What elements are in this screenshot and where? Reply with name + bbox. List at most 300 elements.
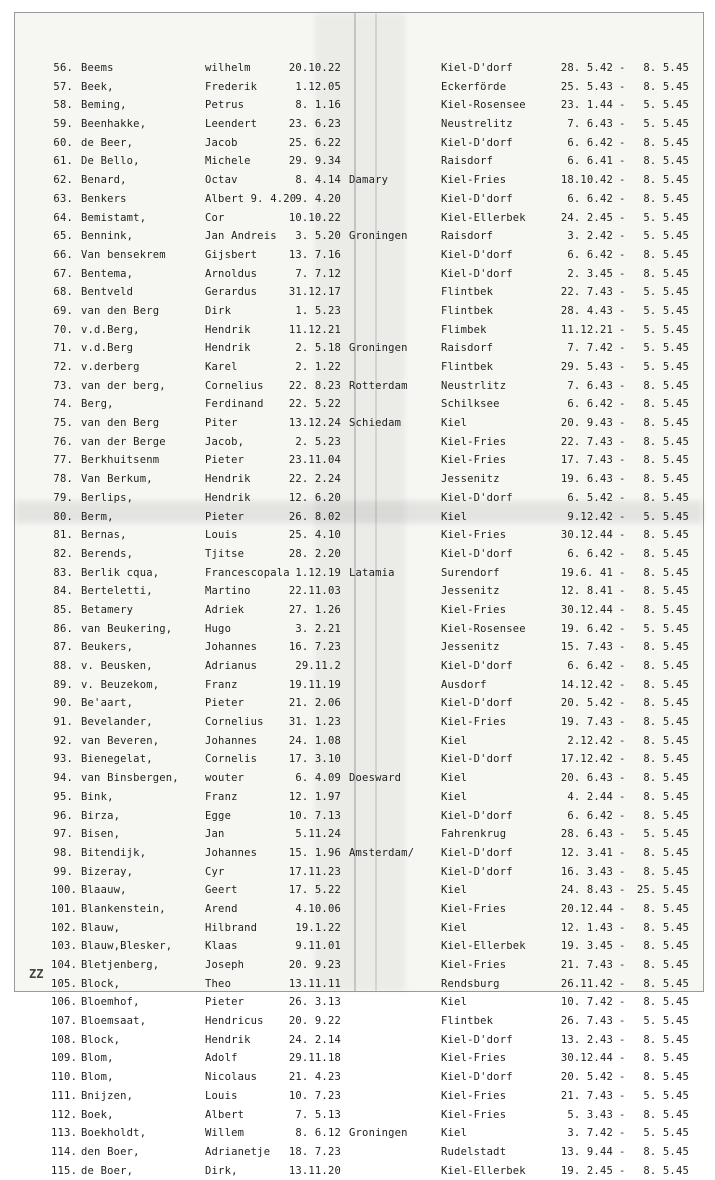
list-row [15, 283, 703, 302]
date-from: 9.12.42 [567, 510, 613, 523]
date-separator: - [619, 99, 626, 112]
camp-location: Kiel-D'dorf [441, 136, 513, 149]
surname: Berkhuitsenm [81, 454, 160, 467]
surname: van Beveren, [81, 734, 160, 747]
list-row [15, 919, 703, 938]
first-name: Hilbrand [205, 921, 258, 934]
list-row [15, 750, 703, 769]
entry-number: 70. [53, 323, 73, 336]
date-from: 12. 8.41 [560, 585, 613, 598]
entry-number: 82. [53, 547, 73, 560]
first-name: Hendrik [205, 342, 251, 355]
date-from: 2.12.42 [567, 734, 613, 747]
entry-number: 61. [53, 155, 73, 168]
date-from: 6. 6.42 [567, 136, 613, 149]
camp-location: Kiel-D'dorf [441, 753, 513, 766]
date-to: 5. 5.45 [643, 286, 689, 299]
entry-number: 78. [53, 473, 73, 486]
entry-number: 60. [53, 136, 73, 149]
first-name: Arnoldus [205, 267, 258, 280]
surname: Bletjenberg, [81, 959, 160, 971]
date-separator: - [619, 996, 626, 1009]
date-separator: - [619, 566, 626, 579]
date-to: 8. 5.45 [643, 491, 689, 504]
entry-number: 63. [53, 192, 73, 205]
date-from: 6. 6.42 [567, 547, 613, 560]
entry-number: 68. [53, 286, 73, 299]
first-name: Hendrik [205, 491, 251, 504]
date-to: 5. 5.45 [643, 1015, 689, 1028]
birth-date: 27. 1.26 [288, 603, 341, 616]
list-row [15, 96, 703, 115]
first-name: Louis [205, 1089, 238, 1102]
date-from: 5. 3.43 [567, 1108, 613, 1121]
date-to: 8. 5.45 [643, 585, 689, 598]
entry-number: 89. [53, 678, 73, 691]
entry-number: 85. [53, 603, 73, 616]
entry-number: 90. [53, 697, 73, 710]
birth-place: Groningen [349, 230, 408, 243]
birth-date: 12. 1.97 [288, 790, 341, 803]
date-separator: - [619, 435, 626, 448]
entry-number: 58. [53, 99, 73, 112]
list-row [15, 190, 703, 209]
birth-date: 25. 6.22 [288, 136, 341, 149]
surname: Van bensekrem [81, 248, 166, 261]
birth-date: 10.10.22 [288, 211, 341, 224]
birth-place: Schiedam [349, 417, 402, 430]
birth-date: 20. 9.22 [288, 1015, 341, 1028]
first-name: Pieter [205, 510, 245, 523]
list-row [15, 377, 703, 396]
surname: Bloemsaat, [81, 1015, 147, 1028]
entry-number: 65. [53, 230, 73, 243]
camp-location: Kiel [441, 417, 468, 430]
date-from: 10. 7.42 [560, 996, 613, 1009]
camp-location: Flintbek [441, 1015, 494, 1028]
first-name: Adrianus [205, 660, 258, 672]
camp-location: Neustrlitz [441, 379, 507, 392]
surname: van der Berge [81, 435, 166, 448]
birth-date: 22. 2.24 [288, 473, 341, 486]
date-to: 8. 5.45 [643, 678, 689, 691]
date-separator: - [619, 286, 626, 299]
list-row [15, 993, 703, 1012]
birth-date: 19.1.22 [295, 921, 341, 934]
birth-place: Amsterdam/ [349, 846, 415, 859]
date-to: 8. 5.45 [643, 473, 689, 486]
camp-location: Jessenitz [441, 585, 500, 598]
first-name: Cornelis [205, 753, 258, 766]
first-name: Albert 9. 4.20 [205, 192, 297, 205]
entry-number: 109. [51, 1052, 78, 1065]
camp-location: Jessenitz [441, 473, 500, 486]
date-separator: - [619, 734, 626, 747]
camp-location: Kiel-Fries [441, 603, 507, 616]
entry-number: 83. [53, 566, 73, 579]
list-row [15, 78, 703, 97]
date-to: 8. 5.45 [643, 959, 689, 971]
date-separator: - [619, 865, 626, 878]
date-separator: - [619, 622, 626, 635]
entry-number: 106. [51, 996, 78, 1009]
list-row [15, 1012, 703, 1031]
entry-number: 92. [53, 734, 73, 747]
first-name: Jacob [205, 136, 238, 149]
surname: Beems [81, 62, 114, 74]
surname: Bentema, [81, 267, 134, 280]
list-row [15, 59, 703, 78]
date-separator: - [619, 1164, 626, 1177]
entry-number: 86. [53, 622, 73, 635]
date-to: 8. 5.45 [643, 697, 689, 710]
date-to: 5. 5.45 [643, 510, 689, 523]
date-from: 6. 6.42 [567, 809, 613, 822]
date-from: 21. 7.43 [560, 1089, 613, 1102]
surname: Beukers, [81, 641, 134, 654]
first-name: Hendrik [205, 323, 251, 336]
camp-location: Fahrenkrug [441, 828, 507, 841]
entry-number: 80. [53, 510, 73, 523]
first-name: Hendrik [205, 473, 251, 486]
date-separator: - [619, 809, 626, 822]
birth-date: 8. 6.12 [295, 1127, 341, 1140]
birth-date: 18. 7.23 [288, 1145, 341, 1158]
list-row [15, 1049, 703, 1068]
date-to: 8. 5.45 [643, 155, 689, 168]
camp-location: Kiel-D'dorf [441, 1033, 513, 1046]
date-from: 19. 3.45 [560, 940, 613, 953]
date-to: 5. 5.45 [643, 323, 689, 336]
first-name: Theo [205, 977, 232, 990]
date-to: 8. 5.45 [643, 902, 689, 915]
date-to: 8. 5.45 [643, 716, 689, 729]
list-row [15, 732, 703, 751]
date-separator: - [619, 1089, 626, 1102]
date-to: 8. 5.45 [643, 1071, 689, 1084]
date-from: 16. 3.43 [560, 865, 613, 878]
list-row [15, 638, 703, 657]
first-name: Adolf [205, 1052, 238, 1065]
list-row [15, 788, 703, 807]
birth-date: 7. 7.12 [295, 267, 341, 280]
date-to: 8. 5.45 [643, 865, 689, 878]
date-to: 8. 5.45 [643, 921, 689, 934]
date-separator: - [619, 1145, 626, 1158]
date-from: 20. 9.43 [560, 417, 613, 430]
entry-number: 62. [53, 174, 73, 187]
date-to: 8. 5.45 [643, 641, 689, 654]
list-row [15, 414, 703, 433]
date-separator: - [619, 80, 626, 93]
first-name: Albert [205, 1108, 245, 1121]
camp-location: Kiel-D'dorf [441, 491, 513, 504]
date-to: 5. 5.45 [643, 118, 689, 131]
camp-location: Kiel-D'dorf [441, 192, 513, 205]
birth-date: 22. 8.23 [288, 379, 341, 392]
camp-location: Kiel-Fries [441, 1089, 507, 1102]
date-from: 3. 2.42 [567, 230, 613, 243]
date-from: 25. 5.43 [560, 80, 613, 93]
date-to: 8. 5.45 [643, 192, 689, 205]
birth-date: 17. 5.22 [288, 884, 341, 897]
birth-date: 24. 2.14 [288, 1033, 341, 1046]
date-from: 26.11.42 [560, 977, 613, 990]
birth-date: 10. 7.13 [288, 809, 341, 822]
entry-number: 105. [51, 977, 78, 990]
first-name: Pieter [205, 697, 245, 710]
date-from: 17.12.42 [560, 753, 613, 766]
list-row [15, 227, 703, 246]
list-row [15, 620, 703, 639]
surname: Bernas, [81, 529, 127, 542]
date-separator: - [619, 379, 626, 392]
camp-location: Surendorf [441, 566, 500, 579]
date-separator: - [619, 510, 626, 523]
camp-location: Ausdorf [441, 678, 487, 691]
birth-date: 25. 4.10 [288, 529, 341, 542]
surname: Bentveld [81, 286, 134, 299]
surname: v. Beusken, [81, 660, 153, 672]
surname: Beenhakke, [81, 118, 147, 131]
date-to: 8. 5.45 [643, 1033, 689, 1046]
date-from: 12. 1.43 [560, 921, 613, 934]
date-separator: - [619, 491, 626, 504]
date-separator: - [619, 417, 626, 430]
date-to: 8. 5.45 [643, 1164, 689, 1177]
camp-location: Kiel [441, 921, 468, 934]
birth-date: 12. 6.20 [288, 491, 341, 504]
camp-location: Kiel-Fries [441, 174, 507, 187]
surname: van den Berg [81, 417, 160, 430]
date-from: 6. 6.42 [567, 398, 613, 411]
list-row [15, 1106, 703, 1125]
date-separator: - [619, 846, 626, 859]
birth-date: 19.11.19 [288, 678, 341, 691]
first-name: Joseph [205, 959, 245, 971]
surname: Boek, [81, 1108, 114, 1121]
name-list [15, 59, 703, 1180]
entry-number: 113. [51, 1127, 78, 1140]
list-row [15, 246, 703, 265]
camp-location: Kiel [441, 734, 468, 747]
date-to: 8. 5.45 [643, 529, 689, 542]
date-separator: - [619, 454, 626, 467]
date-from: 22. 7.43 [560, 286, 613, 299]
birth-place: Latamia [349, 566, 395, 579]
first-name: Francescopala [205, 566, 290, 579]
list-row [15, 451, 703, 470]
camp-location: Kiel [441, 772, 468, 785]
list-row [15, 881, 703, 900]
list-row [15, 134, 703, 153]
date-from: 28. 6.43 [560, 828, 613, 841]
first-name: Gerardus [205, 286, 258, 299]
surname: de Beer, [81, 136, 134, 149]
entry-number: 69. [53, 304, 73, 317]
surname: Berteletti, [81, 585, 153, 598]
camp-location: Kiel [441, 1127, 468, 1140]
birth-date: 3. 5.20 [295, 230, 341, 243]
entry-number: 110. [51, 1071, 78, 1084]
date-separator: - [619, 716, 626, 729]
camp-location: Kiel-D'dorf [441, 697, 513, 710]
list-row [15, 1087, 703, 1106]
birth-date: 20.10.22 [288, 62, 341, 74]
camp-location: Kiel-D'dorf [441, 547, 513, 560]
date-to: 8. 5.45 [643, 809, 689, 822]
camp-location: Jessenitz [441, 641, 500, 654]
surname: Bennink, [81, 230, 134, 243]
date-to: 8. 5.45 [643, 790, 689, 803]
camp-location: Kiel-D'dorf [441, 248, 513, 261]
surname: Betamery [81, 603, 134, 616]
birth-date: 20. 9.23 [288, 959, 341, 971]
list-row [15, 956, 703, 975]
camp-location: Neustrelitz [441, 118, 513, 131]
date-separator: - [619, 1015, 626, 1028]
date-to: 5. 5.45 [643, 99, 689, 112]
date-to: 5. 5.45 [643, 361, 689, 373]
date-from: 24. 8.43 [560, 884, 613, 897]
camp-location: Rudelstadt [441, 1145, 507, 1158]
surname: Berlik cqua, [81, 566, 160, 579]
surname: van Binsbergen, [81, 772, 179, 785]
surname: Bitendijk, [81, 846, 147, 859]
date-from: 13. 9.44 [560, 1145, 613, 1158]
birth-date: 3. 2.21 [295, 622, 341, 635]
list-row [15, 209, 703, 228]
date-from: 20. 6.43 [560, 772, 613, 785]
camp-location: Kiel-D'dorf [441, 267, 513, 280]
surname: Block, [81, 977, 121, 990]
date-to: 8. 5.45 [643, 772, 689, 785]
date-to: 8. 5.45 [643, 660, 689, 672]
date-from: 19. 2.45 [560, 1164, 613, 1177]
date-to: 5. 5.45 [643, 1127, 689, 1140]
date-to: 8. 5.45 [643, 62, 689, 74]
camp-location: Kiel-D'dorf [441, 62, 513, 74]
birth-place: Groningen [349, 342, 408, 355]
list-row [15, 171, 703, 190]
entry-number: 91. [53, 716, 73, 729]
surname: Blom, [81, 1071, 114, 1084]
date-separator: - [619, 118, 626, 131]
camp-location: Flintbek [441, 286, 494, 299]
list-row [15, 265, 703, 284]
date-from: 23. 1.44 [560, 99, 613, 112]
date-to: 5. 5.45 [643, 342, 689, 355]
birth-date: 29.11.2 [295, 660, 341, 672]
camp-location: Kiel-D'dorf [441, 1071, 513, 1084]
birth-date: 13.12.24 [288, 417, 341, 430]
date-from: 7. 7.42 [567, 342, 613, 355]
entry-number: 75. [53, 417, 73, 430]
first-name: wouter [205, 772, 245, 785]
birth-date: 1.12.05 [295, 80, 341, 93]
date-to: 8. 5.45 [643, 566, 689, 579]
surname: de Boer, [81, 1164, 134, 1177]
camp-location: Kiel-Rosensee [441, 622, 526, 635]
first-name: Johannes [205, 641, 258, 654]
birth-date: 29. 9.34 [288, 155, 341, 168]
date-to: 8. 5.45 [643, 846, 689, 859]
entry-number: 87. [53, 641, 73, 654]
document-page [14, 12, 704, 1177]
date-separator: - [619, 342, 626, 355]
list-row [15, 433, 703, 452]
date-separator: - [619, 1052, 626, 1065]
entry-number: 79. [53, 491, 73, 504]
surname: v.derberg [81, 361, 140, 373]
date-to: 8. 5.45 [643, 734, 689, 747]
date-separator: - [619, 1108, 626, 1121]
birth-date: 31. 1.23 [288, 716, 341, 729]
first-name: Nicolaus [205, 1071, 258, 1084]
date-separator: - [619, 473, 626, 486]
date-separator: - [619, 884, 626, 897]
first-name: Octav [205, 174, 238, 187]
list-row [15, 657, 703, 676]
birth-date: 17.11.23 [288, 865, 341, 878]
first-name: Hendricus [205, 1015, 264, 1028]
camp-location: Kiel-D'dorf [441, 846, 513, 859]
first-name: Martino [205, 585, 251, 598]
camp-location: Kiel [441, 790, 468, 803]
list-row [15, 489, 703, 508]
date-from: 30.12.44 [560, 603, 613, 616]
entry-number: 108. [51, 1033, 78, 1046]
list-row [15, 844, 703, 863]
first-name: Hendrik [205, 1033, 251, 1046]
entry-number: 100. [51, 884, 78, 897]
date-separator: - [619, 547, 626, 560]
surname: v. Beuzekom, [81, 678, 160, 691]
date-from: 20. 5.42 [560, 697, 613, 710]
camp-location: Kiel-Fries [441, 1108, 507, 1121]
list-row [15, 321, 703, 340]
entry-number: 114. [51, 1145, 78, 1158]
surname: den Boer, [81, 1145, 140, 1158]
camp-location: Raisdorf [441, 155, 494, 168]
date-separator: - [619, 62, 626, 74]
date-to: 8. 5.45 [643, 398, 689, 411]
first-name: Klaas [205, 940, 238, 953]
list-row [15, 900, 703, 919]
first-name: Willem [205, 1127, 245, 1140]
date-to: 8. 5.45 [643, 379, 689, 392]
date-to: 5. 5.45 [643, 211, 689, 224]
birth-date: 1.12.19 [295, 566, 341, 579]
surname: Berg, [81, 398, 114, 411]
entry-number: 57. [53, 80, 73, 93]
date-from: 24. 2.45 [560, 211, 613, 224]
date-to: 8. 5.45 [643, 417, 689, 430]
entry-number: 71. [53, 342, 73, 355]
first-name: Jan Andreis [205, 230, 277, 243]
surname: Bloemhof, [81, 996, 140, 1009]
surname: Birza, [81, 809, 121, 822]
camp-location: Schilksee [441, 398, 500, 411]
entry-number: 107. [51, 1015, 78, 1028]
birth-place: Groningen [349, 1127, 408, 1140]
first-name: Cornelius [205, 716, 264, 729]
birth-date: 4.10.06 [295, 902, 341, 915]
date-from: 6. 6.42 [567, 248, 613, 261]
date-to: 8. 5.45 [643, 435, 689, 448]
list-row [15, 694, 703, 713]
date-separator: - [619, 136, 626, 149]
